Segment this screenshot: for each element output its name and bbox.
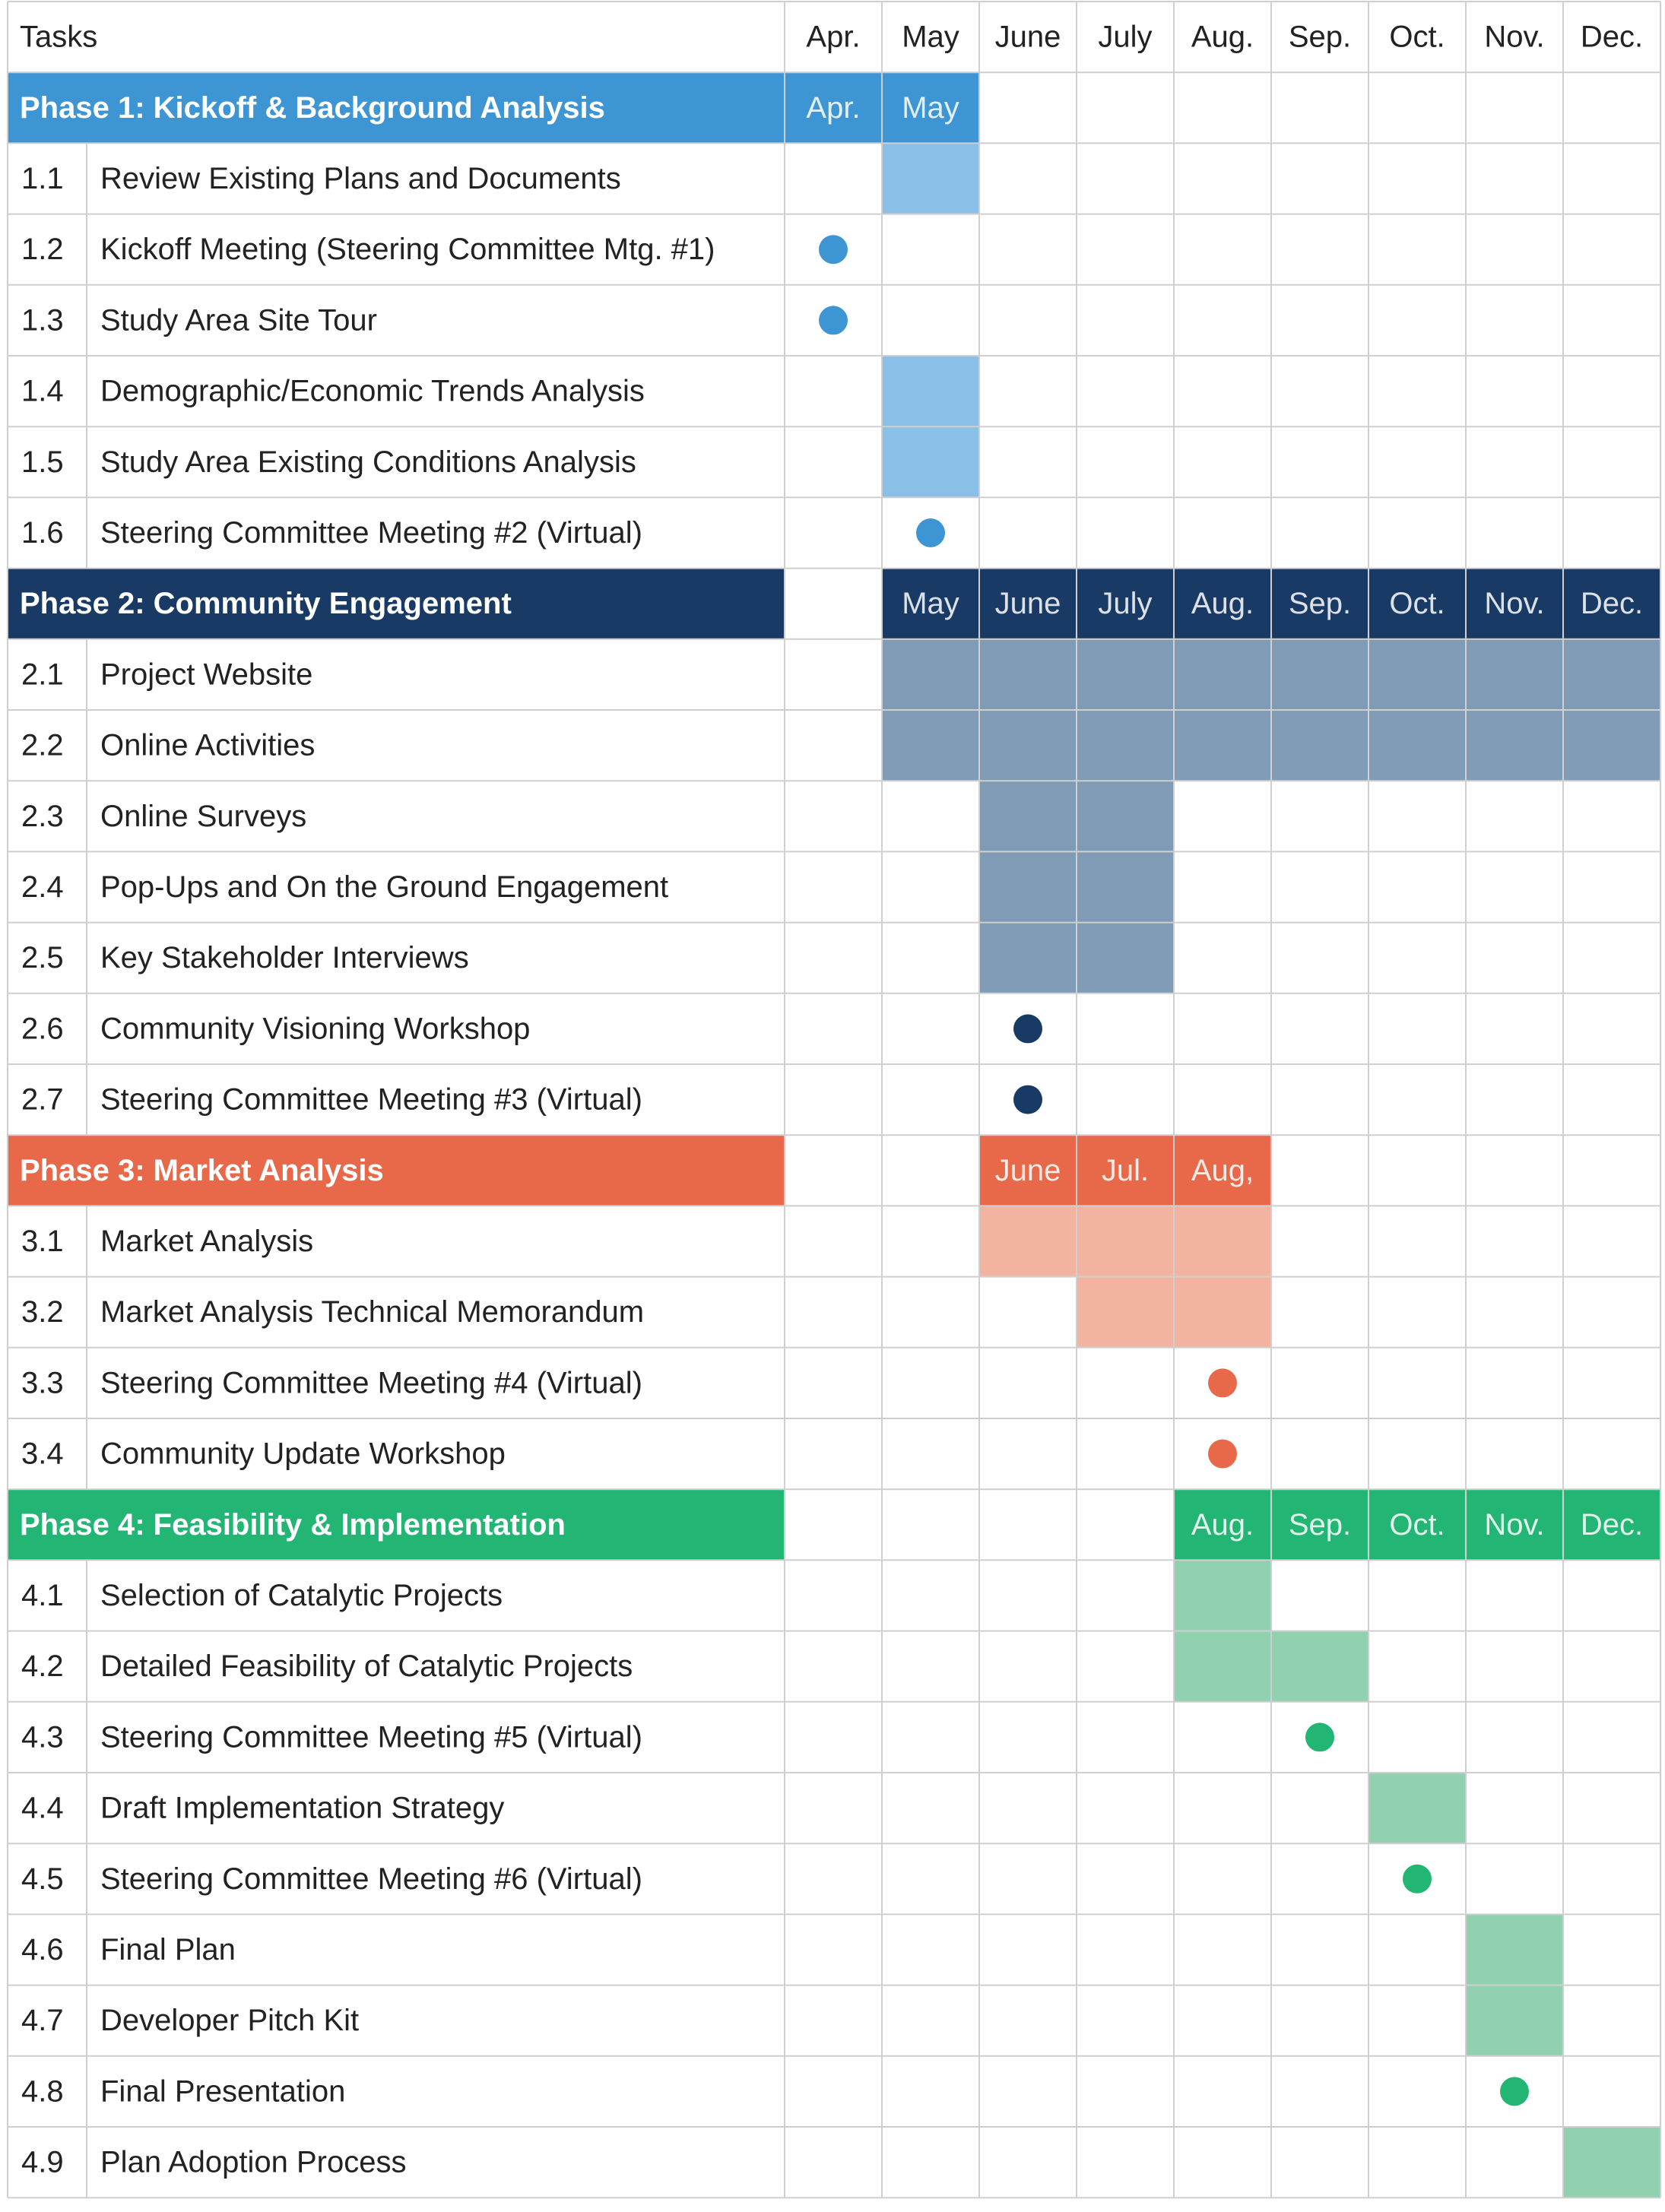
task-bar (1174, 1631, 1271, 1702)
task-id: 1.2 (21, 233, 64, 267)
month-header-8: Dec. (1580, 20, 1644, 54)
task-bar (979, 923, 1077, 993)
task-id: 4.8 (21, 2074, 64, 2109)
milestone-dot (1013, 1014, 1042, 1043)
task-id: 4.9 (21, 2145, 64, 2179)
task-bar (979, 710, 1077, 781)
milestone-dot (1013, 1085, 1042, 1114)
month-header-7: Nov. (1484, 20, 1545, 54)
task-bar (1368, 710, 1466, 781)
task-id: 3.1 (21, 1225, 64, 1258)
task-bar (1077, 1206, 1174, 1276)
task-name: Market Analysis (100, 1225, 314, 1258)
task-name: Community Visioning Workshop (100, 1012, 531, 1046)
task-id: 4.1 (21, 1579, 64, 1612)
phase-month-label: Apr. (806, 90, 861, 125)
task-bar (1563, 639, 1660, 710)
milestone-dot (1305, 1722, 1334, 1751)
phase-month-label: Aug, (1191, 1153, 1254, 1187)
task-id: 1.5 (21, 445, 64, 479)
month-header-0: Apr. (806, 20, 861, 54)
task-bar (1174, 1277, 1271, 1348)
task-id: 2.3 (21, 799, 64, 833)
task-name: Steering Committee Meeting #6 (Virtual) (100, 1862, 642, 1896)
phase-month-label: Nov. (1484, 1507, 1545, 1542)
month-header-3: July (1098, 20, 1153, 54)
phase-title: Phase 3: Market Analysis (20, 1153, 384, 1187)
task-id: 2.7 (21, 1082, 64, 1117)
task-id: 1.4 (21, 374, 64, 408)
task-bar (1077, 710, 1174, 781)
task-id: 2.6 (21, 1012, 64, 1046)
task-id: 2.4 (21, 870, 64, 904)
milestone-dot (819, 235, 848, 264)
milestone-dot (1403, 1865, 1432, 1894)
task-id: 3.4 (21, 1437, 64, 1471)
task-name: Draft Implementation Strategy (100, 1791, 505, 1825)
milestone-dot (916, 518, 945, 547)
task-name: Market Analysis Technical Memorandum (100, 1295, 645, 1329)
task-name: Pop-Ups and On the Ground Engagement (100, 870, 669, 904)
month-header-2: June (994, 20, 1061, 54)
phase-month-label: May (902, 90, 959, 125)
task-id: 2.2 (21, 728, 64, 762)
task-bar (1174, 1206, 1271, 1276)
phase-month-label: May (902, 587, 959, 621)
task-id: 3.3 (21, 1366, 64, 1400)
task-bar (1563, 710, 1660, 781)
task-bar (1271, 639, 1368, 710)
phase-title: Phase 4: Feasibility & Implementation (20, 1507, 566, 1542)
task-bar (979, 851, 1077, 922)
task-name: Steering Committee Meeting #2 (Virtual) (100, 516, 642, 550)
phase-month-label: Sep. (1288, 1507, 1352, 1542)
task-name: Community Update Workshop (100, 1437, 506, 1471)
task-bar (1077, 923, 1174, 993)
task-bar (1077, 1277, 1174, 1348)
month-header-4: Aug. (1191, 20, 1254, 54)
task-bar (979, 639, 1077, 710)
task-bar (1174, 639, 1271, 710)
phase-month-label: June (994, 1153, 1061, 1187)
task-bar (1271, 1631, 1368, 1702)
task-name: Detailed Feasibility of Catalytic Projects (100, 1649, 633, 1684)
phase-title: Phase 2: Community Engagement (20, 587, 512, 621)
phase-month-label: Dec. (1580, 1507, 1644, 1542)
task-bar (1077, 851, 1174, 922)
task-name: Steering Committee Meeting #5 (Virtual) (100, 1720, 642, 1754)
month-header-1: May (902, 20, 959, 54)
milestone-dot (1500, 2077, 1529, 2106)
task-name: Steering Committee Meeting #4 (Virtual) (100, 1366, 642, 1400)
milestone-dot (1208, 1440, 1237, 1469)
task-id: 1.3 (21, 303, 64, 338)
task-bar (979, 781, 1077, 851)
task-id: 4.3 (21, 1720, 64, 1754)
phase-month-label: July (1098, 587, 1153, 621)
task-name: Key Stakeholder Interviews (100, 941, 469, 975)
phase-month-label: Oct. (1389, 587, 1445, 621)
month-header-6: Oct. (1389, 20, 1445, 54)
task-id: 2.5 (21, 941, 64, 975)
task-bar (1077, 781, 1174, 851)
task-id: 4.5 (21, 1862, 64, 1896)
task-bar (882, 356, 979, 426)
task-id: 4.7 (21, 2004, 64, 2038)
task-name: Steering Committee Meeting #3 (Virtual) (100, 1082, 642, 1117)
task-name: Final Plan (100, 1933, 236, 1966)
task-name: Review Existing Plans and Documents (100, 162, 621, 195)
phase-month-label: Aug. (1191, 587, 1254, 621)
task-id: 4.6 (21, 1933, 64, 1966)
task-id: 3.2 (21, 1295, 64, 1329)
task-name: Project Website (100, 658, 313, 692)
task-name: Plan Adoption Process (100, 2145, 407, 2179)
task-bar (882, 426, 979, 497)
phase-month-label: Oct. (1389, 1507, 1445, 1542)
task-bar (1271, 710, 1368, 781)
task-name: Online Surveys (100, 799, 307, 833)
task-bar (1077, 639, 1174, 710)
task-bar (882, 639, 979, 710)
milestone-dot (819, 306, 848, 334)
task-bar (882, 710, 979, 781)
task-name: Online Activities (100, 728, 316, 762)
task-id: 4.2 (21, 1649, 64, 1684)
task-bar (979, 1206, 1077, 1276)
task-bar (1368, 639, 1466, 710)
milestone-dot (1208, 1368, 1237, 1397)
task-bar (1466, 710, 1563, 781)
task-name: Developer Pitch Kit (100, 2004, 360, 2038)
task-id: 4.4 (21, 1791, 64, 1825)
task-id: 1.6 (21, 516, 64, 550)
phase-month-label: Dec. (1580, 587, 1644, 621)
task-bar (1466, 1985, 1563, 2056)
phase-month-label: June (994, 587, 1061, 621)
task-name: Final Presentation (100, 2074, 346, 2109)
task-bar (1174, 1560, 1271, 1630)
task-id: 2.1 (21, 658, 64, 692)
task-bar (882, 143, 979, 214)
task-name: Demographic/Economic Trends Analysis (100, 374, 645, 408)
task-name: Selection of Catalytic Projects (100, 1579, 503, 1612)
phase-month-label: Sep. (1288, 587, 1352, 621)
task-bar (1563, 2127, 1660, 2198)
phase-month-label: Aug. (1191, 1507, 1254, 1542)
gantt-marks (20, 21, 1643, 2179)
task-bar (1466, 1914, 1563, 1985)
task-id: 1.1 (21, 162, 64, 195)
task-bar (1466, 639, 1563, 710)
task-bar (1174, 710, 1271, 781)
tasks-header: Tasks (20, 20, 98, 54)
task-name: Kickoff Meeting (Steering Committee Mtg. #1) (100, 233, 715, 267)
phase-month-label: Nov. (1484, 587, 1545, 621)
phase-month-label: Jul. (1101, 1153, 1150, 1187)
task-name: Study Area Existing Conditions Analysis (100, 445, 636, 479)
month-header-5: Sep. (1288, 20, 1352, 54)
phase-title: Phase 1: Kickoff & Background Analysis (20, 90, 605, 125)
task-bar (1368, 1773, 1466, 1843)
task-name: Study Area Site Tour (100, 303, 377, 338)
